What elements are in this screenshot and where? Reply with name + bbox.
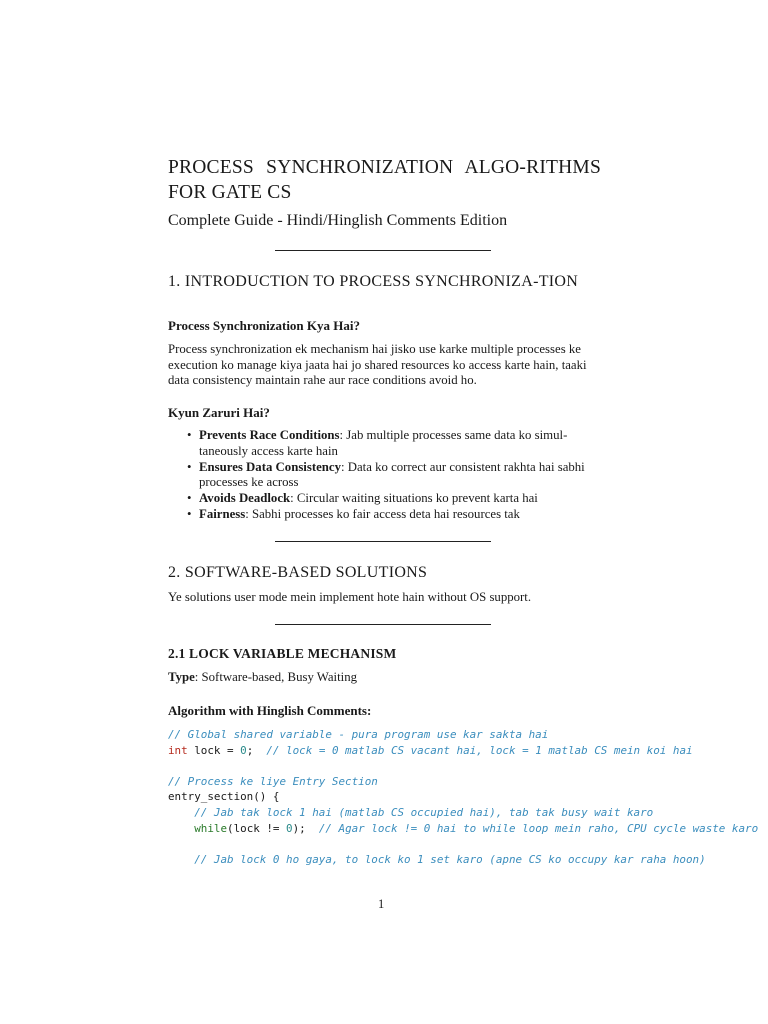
page-number: 1 <box>378 897 385 911</box>
list-item: • Avoids Deadlock: Circular waiting situations ko prevent karta hai <box>187 491 538 506</box>
document-subtitle: Complete Guide - Hindi/Hinglish Comments Edition <box>168 212 508 229</box>
list-item: • Ensures Data Consistency: Data ko correct aur consistent rakhta hai sabhi processes ke across <box>187 459 585 490</box>
subsection-kya-hai-title: Process Synchronization Kya Hai? <box>168 318 360 333</box>
benefits-list <box>168 428 601 524</box>
section-1-heading: 1. INTRODUCTION TO PROCESS SYNCHRONIZA-TION <box>168 273 579 290</box>
code-listing: // Global shared variable - pura program use kar sakta hai int lock = 0; // lock = 0 matlab CS vacant hai, lock = 1 matlab CS mein koi hai // Process ke liye Entry Section entry_section() { // Jab tak lock 1 hai (matlab CS occupied hai), tab tak busy wait karo while(lock != 0); // Agar lock != 0 hai to while loop mein raho, CPU cycle waste karo // Jab lock 0 ho gaya, to lock ko 1 set karo (apne CS ko occupy kar raha hoon) <box>168 728 759 866</box>
document-title: PROCESS SYNCHRONIZATION ALGO-RITHMS FOR GATE CS <box>168 157 601 203</box>
subsection-kya-hai-text: Process synchronization ek mechanism hai jisko use karke multiple processes ke execution ko manage kiya jaata hai jo shared resources ko access karte hain, taaki data consistency maintain rahe aur race conditions avoid ho. <box>168 342 587 388</box>
section-2-text: Ye solutions user mode mein implement hote hain without OS support. <box>168 590 532 604</box>
section-2-heading: 2. SOFTWARE-BASED SOLUTIONS <box>168 564 428 581</box>
bullet-icon: • <box>187 459 192 474</box>
type-line: Type: Software-based, Busy Waiting <box>168 670 358 684</box>
bullet-icon: • <box>187 491 192 506</box>
horizontal-rule <box>275 541 491 542</box>
bullet-icon: • <box>187 428 192 442</box>
list-item: • Fairness: Sabhi processes ko fair access deta hai resources tak <box>187 507 520 522</box>
subsection-kyun-zaruri-title: Kyun Zaruri Hai? <box>168 405 270 420</box>
horizontal-rule <box>275 250 491 251</box>
algorithm-title: Algorithm with Hinglish Comments: <box>168 703 372 718</box>
section-2-1-heading: 2.1 LOCK VARIABLE MECHANISM <box>168 646 397 661</box>
bullet-icon: • <box>187 507 192 522</box>
list-item: • Prevents Race Conditions: Jab multiple processes same data ko simul-taneously access karte hain <box>187 428 568 458</box>
horizontal-rule <box>275 624 491 625</box>
